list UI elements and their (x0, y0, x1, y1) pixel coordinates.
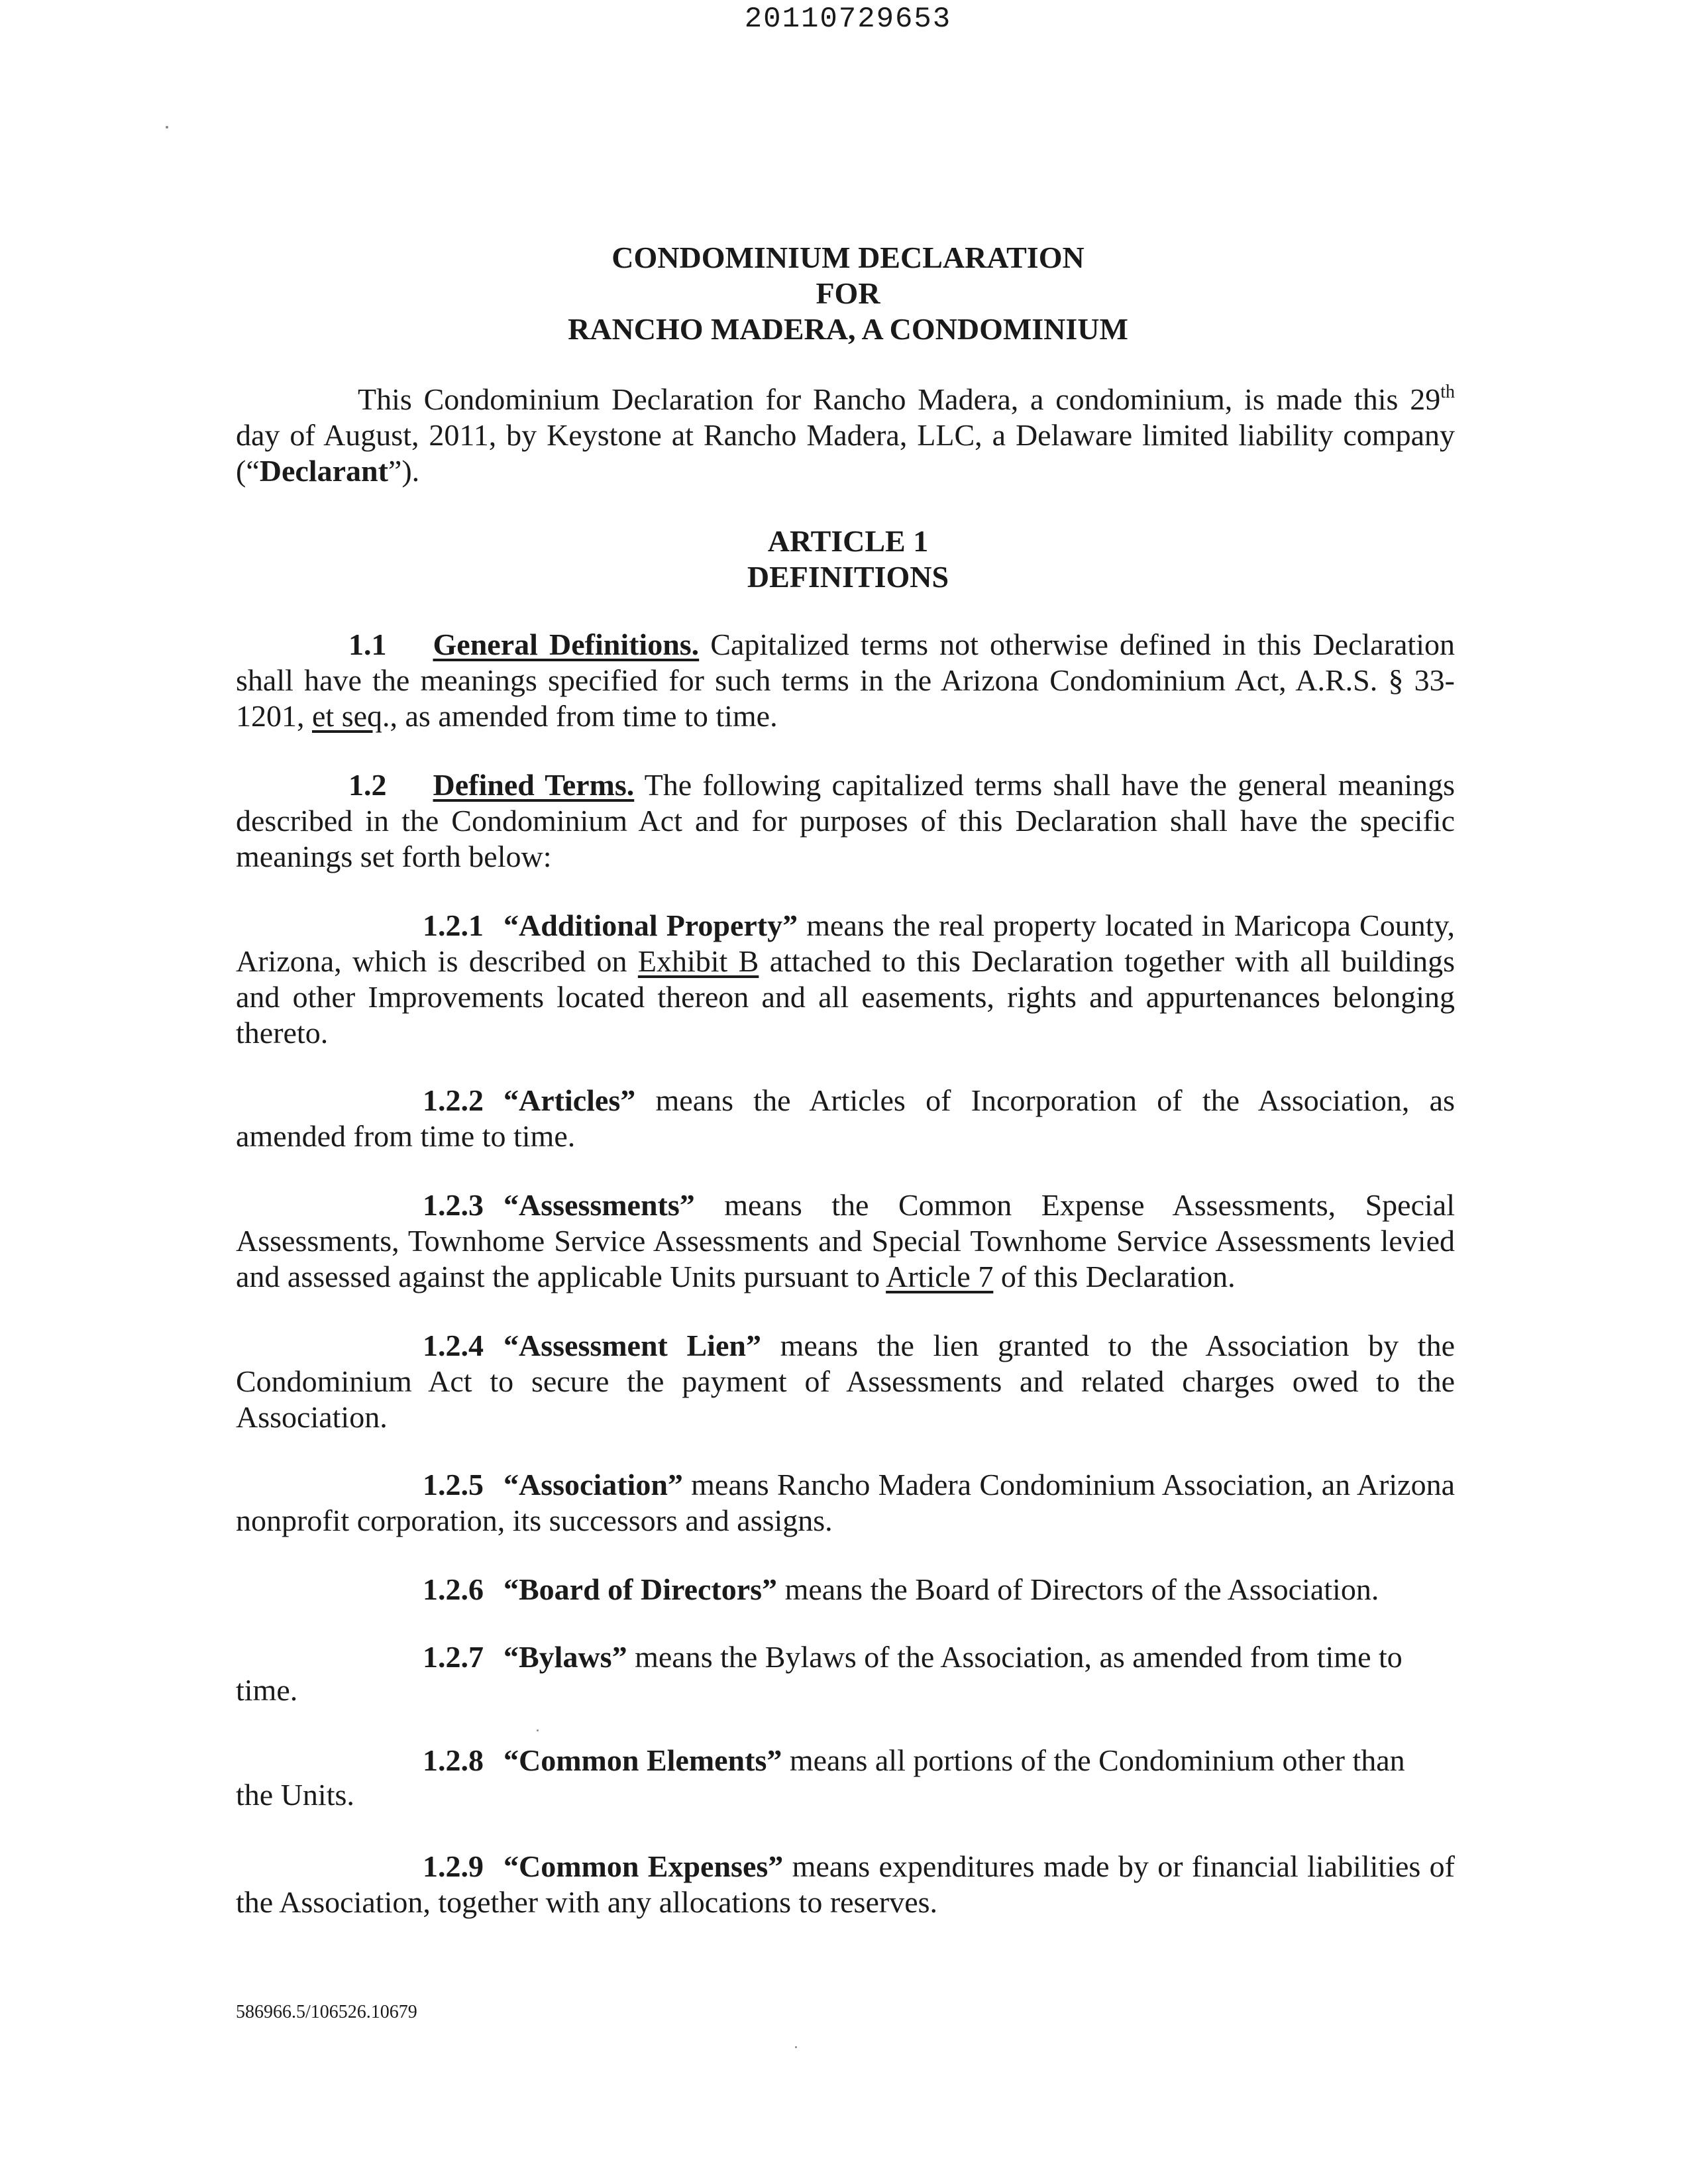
definition-additional-property: 1.2.1 “Additional Property” means the real property located in Maricopa County, Arizona, which is described on Exhibit B attached to this Declaration together with all buildings and other Improvements located thereon and all easements, rights and appurtenances belonging thereto. (236, 908, 1456, 1050)
intro-paragraph: This Condominium Declaration for Rancho Madera, a condominium, is made this 29th day of August, 2011, by Keystone at Rancho Madera, LLC, a Delaware limited liability company (“Declarant”). (236, 382, 1455, 488)
definition-association: 1.2.5 “Association” means Rancho Madera Condominium Association, an Arizona nonprofit corporation, its successors and assigns. (236, 1468, 1455, 1537)
definition-common-expenses: 1.2.9 “Common Expenses” means expenditures made by or financial liabilities of the Association, together with any allocations to reserves. (236, 1849, 1455, 1919)
section-1-2: 1.2 Defined Terms. The following capitalized terms shall have the general meanings described in the Condominium Act and for purposes of this Declaration shall have the specific meanings set forth below: (236, 768, 1455, 873)
definition-common-elements-wrap: the Units. (236, 1778, 354, 1812)
exhibit-b-reference: Exhibit B (637, 944, 759, 978)
scan-speck (166, 126, 168, 129)
article-number: ARTICLE 1 (767, 524, 929, 558)
article-heading (0, 523, 1696, 595)
scan-speck (537, 1729, 539, 1731)
document-title (0, 240, 1696, 347)
definition-assessments: 1.2.3 “Assessments” means the Common Expense Assessments, Special Assessments, Townhome Service Assessments and Special Townhome Service Assessments levied and assessed against the applicable Units pursuant to Article 7 of this Declaration. (236, 1188, 1455, 1293)
section-heading-general-definitions: General Definitions. (433, 628, 700, 661)
definition-bylaws: 1.2.7 “Bylaws” means the Bylaws of the Association, as amended from time to (423, 1640, 1403, 1674)
definition-articles: 1.2.2 “Articles” means the Articles of Incorporation of the Association, as amended from time to time. (236, 1083, 1455, 1153)
article-7-reference: Article 7 (886, 1260, 994, 1293)
scan-speck (795, 2046, 797, 2048)
title-line-2: FOR (816, 276, 880, 310)
title-line-3: RANCHO MADERA, A CONDOMINIUM (568, 312, 1128, 346)
definition-bylaws-wrap: time. (236, 1673, 298, 1707)
definition-common-elements: 1.2.8 “Common Elements” means all portions of the Condominium other than (423, 1743, 1405, 1777)
article-title: DEFINITIONS (747, 560, 949, 594)
title-line-1: CONDOMINIUM DECLARATION (611, 241, 1085, 274)
document-number: 20110729653 (744, 3, 952, 36)
section-1-1: 1.1 General Definitions. Capitalized terms not otherwise defined in this Declaration shall have the meanings specified for such terms in the Arizona Condominium Act, A.R.S. § 33-1201, et seq., as amended from time to time. (236, 628, 1455, 733)
footer-document-id: 586966.5/106526.10679 (236, 2002, 417, 2022)
definition-assessment-lien: 1.2.4 “Assessment Lien” means the lien granted to the Association by the Condominium Act to secure the payment of Assessments and related charges owed to the Association. (236, 1329, 1455, 1434)
definition-board-of-directors: 1.2.6 “Board of Directors” means the Board of Directors of the Association. (423, 1572, 1379, 1606)
section-heading-defined-terms: Defined Terms. (433, 768, 635, 802)
